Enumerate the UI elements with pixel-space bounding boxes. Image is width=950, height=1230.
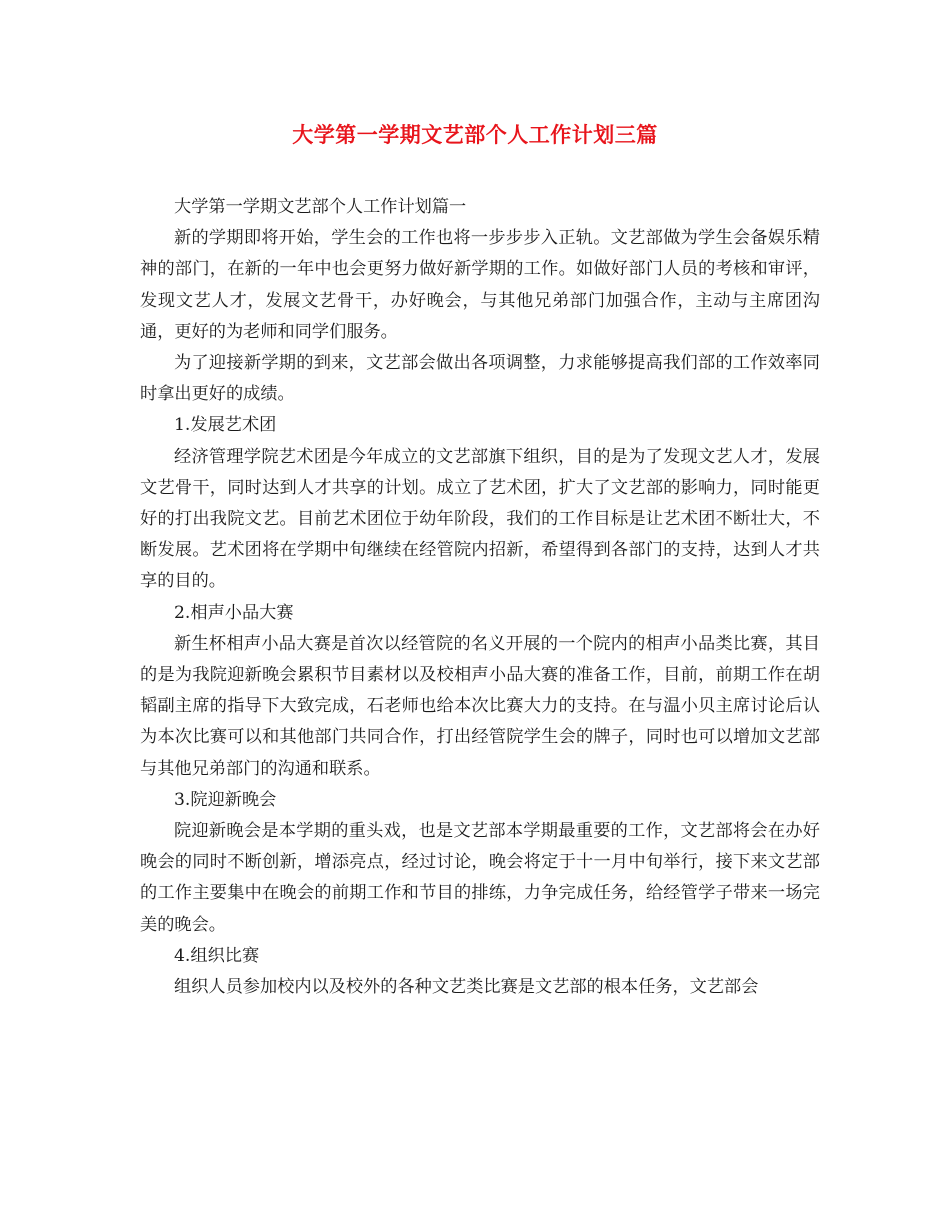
- paragraph: 新生杯相声小品大赛是首次以经管院的名义开展的一个院内的相声小品类比赛，其目的是为我院迎新晚会累积节目素材以及校相声小品大赛的准备工作，目前，前期工作在胡韬副主席的指导下大致完成，石老师也给本次比赛大力的支持。在与温小贝主席讨论后认为本次比赛可以和其他部门共同合作，打出经管院学生会的牌子，同时也可以增加文艺部与其他兄弟部门的沟通和联系。: [140, 633, 820, 779]
- item-heading: 2.相声小品大赛: [174, 602, 294, 623]
- item-heading: 4.组织比赛: [174, 945, 260, 966]
- document-body: [140, 192, 820, 1003]
- item-heading: 1.发展艺术团: [174, 415, 277, 436]
- paragraph: 组织人员参加校内以及校外的各种文艺类比赛是文艺部的根本任务，文艺部会: [174, 977, 759, 998]
- paragraph: 新的学期即将开始，学生会的工作也将一步步步入正轨。文艺部做为学生会备娱乐精神的部门，在新的一年中也会更努力做好新学期的工作。如做好部门人员的考核和审评，发现文艺人才，发展文艺骨干，办好晚会，与其他兄弟部门加强合作，主动与主席团沟通，更好的为老师和同学们服务。: [140, 228, 820, 342]
- document-title: 大学第一学期文艺部个人工作计划三篇: [292, 122, 658, 147]
- paragraph: 为了迎接新学期的到来，文艺部会做出各项调整，力求能够提高我们部的工作效率同时拿出更好的成绩。: [140, 353, 820, 405]
- paragraph: 院迎新晚会是本学期的重头戏，也是文艺部本学期最重要的工作，文艺部将会在办好晚会的同时不断创新，增添亮点，经过讨论，晚会将定于十一月中旬举行，接下来文艺部的工作主要集中在晚会的前期工作和节目的排练，力争完成任务，给经管学子带来一场完美的晚会。: [140, 821, 820, 935]
- item-heading: 3.院迎新晚会: [174, 789, 277, 810]
- section-heading: 大学第一学期文艺部个人工作计划篇一: [174, 197, 467, 217]
- paragraph: 经济管理学院艺术团是今年成立的文艺部旗下组织，目的是为了发现文艺人才，发展文艺骨干，同时达到人才共享的计划。成立了艺术团，扩大了文艺部的影响力，同时能更好的打出我院文艺。目前艺术团位于幼年阶段，我们的工作目标是让艺术团不断壮大，不断发展。艺术团将在学期中旬继续在经管院内招新，希望得到各部门的支持，达到人才共享的目的。: [140, 446, 820, 592]
